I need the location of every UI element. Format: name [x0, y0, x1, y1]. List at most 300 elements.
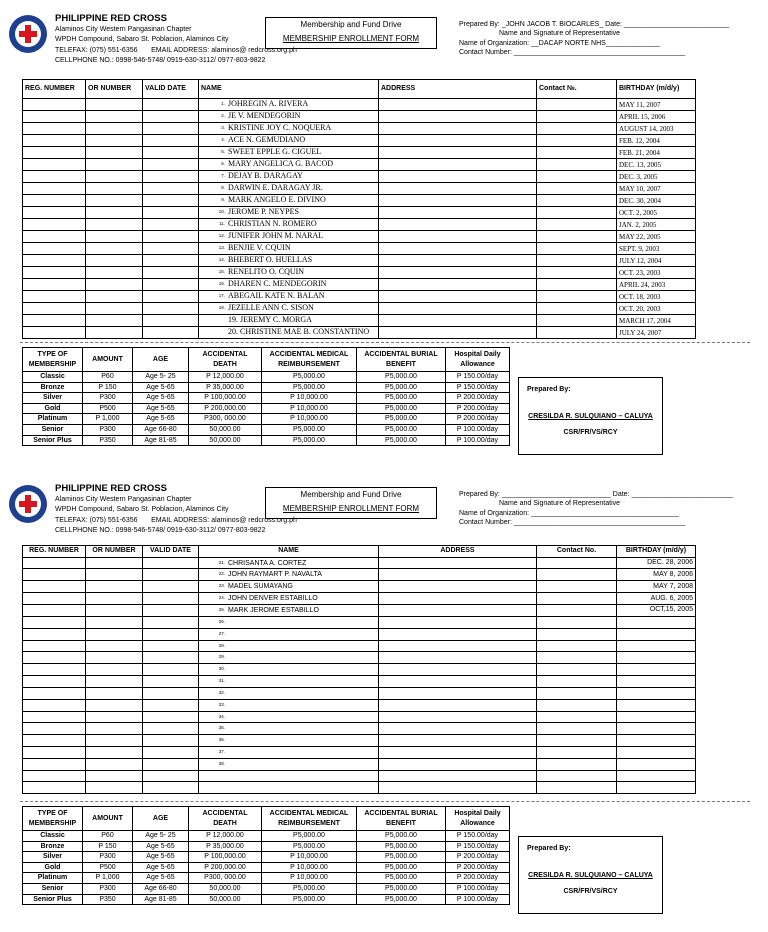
valid-date-cell[interactable] [143, 569, 199, 581]
birthday-cell[interactable]: MAY 10, 2007 [617, 183, 696, 195]
address-cell[interactable] [379, 747, 537, 759]
or-number-cell[interactable] [86, 664, 143, 676]
valid-date-cell[interactable] [143, 581, 199, 593]
contact-cell[interactable] [537, 758, 617, 770]
name-cell[interactable] [199, 581, 379, 593]
valid-date-cell[interactable] [143, 664, 199, 676]
contact-cell[interactable] [537, 735, 617, 747]
reg-number-cell[interactable] [23, 557, 86, 569]
address-cell[interactable] [379, 758, 537, 770]
valid-date-cell[interactable] [143, 147, 199, 159]
reg-number-cell[interactable] [23, 593, 86, 605]
member-name: KRISTINE JOY C. NOQUERA [228, 123, 332, 132]
address-cell[interactable] [379, 183, 537, 195]
contact-cell[interactable] [537, 676, 617, 688]
contact-cell[interactable] [537, 604, 617, 616]
name-cell[interactable] [199, 782, 379, 794]
birthday-cell[interactable]: AUG. 6, 2005 [617, 593, 696, 605]
name-cell[interactable] [199, 699, 379, 711]
name-cell[interactable] [199, 303, 379, 315]
contact-value[interactable]: ____________________________________________ [513, 49, 686, 57]
or-number-cell[interactable] [86, 581, 143, 593]
valid-date-cell[interactable] [143, 687, 199, 699]
birthday-cell[interactable]: OCT. 20, 2003 [617, 303, 696, 315]
or-number-cell[interactable] [86, 628, 143, 640]
or-number-cell[interactable] [86, 604, 143, 616]
valid-date-cell[interactable] [143, 616, 199, 628]
membership-value-cell: P5,000.00 [357, 372, 446, 383]
or-number-cell[interactable] [86, 699, 143, 711]
address-cell[interactable] [379, 687, 537, 699]
or-number-cell[interactable] [86, 616, 143, 628]
address-cell[interactable] [379, 147, 537, 159]
or-number-cell[interactable] [86, 111, 143, 123]
contact-cell[interactable] [537, 267, 617, 279]
reg-number-cell[interactable] [23, 664, 86, 676]
reg-number-cell[interactable] [23, 747, 86, 759]
valid-date-cell[interactable] [143, 135, 199, 147]
name-cell[interactable] [199, 111, 379, 123]
valid-date-cell[interactable] [143, 628, 199, 640]
valid-date-cell[interactable] [143, 652, 199, 664]
or-number-cell[interactable] [86, 327, 143, 339]
address-cell[interactable] [379, 628, 537, 640]
reg-number-cell[interactable] [23, 291, 86, 303]
or-number-cell[interactable] [86, 159, 143, 171]
or-number-cell[interactable] [86, 723, 143, 735]
valid-date-cell[interactable] [143, 782, 199, 794]
name-cell[interactable] [199, 652, 379, 664]
contact-cell[interactable] [537, 159, 617, 171]
contact-cell[interactable] [537, 723, 617, 735]
name-cell[interactable] [199, 99, 379, 111]
reg-number-cell[interactable] [23, 111, 86, 123]
birthday-cell[interactable] [617, 758, 696, 770]
birthday-cell[interactable]: OCT. 18, 2003 [617, 291, 696, 303]
reg-number-cell[interactable] [23, 604, 86, 616]
or-number-cell[interactable] [86, 279, 143, 291]
birthday-cell[interactable]: DEC. 13, 2005 [617, 159, 696, 171]
or-number-cell[interactable] [86, 569, 143, 581]
name-cell[interactable] [199, 279, 379, 291]
valid-date-cell[interactable] [143, 183, 199, 195]
birthday-cell[interactable]: DEC. 30, 2004 [617, 195, 696, 207]
or-number-cell[interactable] [86, 593, 143, 605]
birthday-cell[interactable] [617, 616, 696, 628]
contact-cell[interactable] [537, 243, 617, 255]
name-cell[interactable] [199, 593, 379, 605]
address-cell[interactable] [379, 699, 537, 711]
address-cell[interactable] [379, 159, 537, 171]
valid-date-cell[interactable] [143, 640, 199, 652]
address-cell[interactable] [379, 243, 537, 255]
or-number-cell[interactable] [86, 147, 143, 159]
contact-cell[interactable] [537, 616, 617, 628]
contact-cell[interactable] [537, 557, 617, 569]
contact-cell[interactable] [537, 628, 617, 640]
or-number-cell[interactable] [86, 711, 143, 723]
contact-value[interactable]: ____________________________________________ [513, 519, 686, 527]
valid-date-cell[interactable] [143, 327, 199, 339]
or-number-cell[interactable] [86, 735, 143, 747]
birthday-cell[interactable]: MAY 7, 2008 [617, 581, 696, 593]
contact-cell[interactable] [537, 111, 617, 123]
valid-date-cell[interactable] [143, 279, 199, 291]
valid-date-cell[interactable] [143, 111, 199, 123]
contact-cell[interactable] [537, 699, 617, 711]
or-number-cell[interactable] [86, 315, 143, 327]
contact-cell[interactable] [537, 770, 617, 782]
or-number-cell[interactable] [86, 687, 143, 699]
or-number-cell[interactable] [86, 652, 143, 664]
name-cell[interactable] [199, 327, 379, 339]
address-cell[interactable] [379, 604, 537, 616]
name-cell[interactable] [199, 770, 379, 782]
birthday-cell[interactable] [617, 687, 696, 699]
birthday-cell[interactable]: OCT. 2, 2005 [617, 207, 696, 219]
reg-number-cell[interactable] [23, 303, 86, 315]
valid-date-cell[interactable] [143, 171, 199, 183]
or-number-cell[interactable] [86, 219, 143, 231]
address-cell[interactable] [379, 782, 537, 794]
contact-cell[interactable] [537, 147, 617, 159]
or-number-cell[interactable] [86, 640, 143, 652]
name-cell[interactable] [199, 291, 379, 303]
valid-date-cell[interactable] [143, 747, 199, 759]
name-cell[interactable] [199, 676, 379, 688]
valid-date-cell[interactable] [143, 123, 199, 135]
contact-cell[interactable] [537, 315, 617, 327]
valid-date-cell[interactable] [143, 699, 199, 711]
name-cell[interactable] [199, 557, 379, 569]
or-number-cell[interactable] [86, 183, 143, 195]
address-cell[interactable] [379, 171, 537, 183]
contact-cell[interactable] [537, 782, 617, 794]
organization-value[interactable]: __DACAP NORTE NHS______________ [531, 39, 661, 47]
birthday-cell[interactable]: APRIL 15, 2006 [617, 111, 696, 123]
valid-date-cell[interactable] [143, 735, 199, 747]
contact-cell[interactable] [537, 711, 617, 723]
birthday-cell[interactable]: APRIL 24, 2003 [617, 279, 696, 291]
prepared-by-value[interactable]: _JOHN JACOB T. BIOCARLES_ [501, 21, 604, 28]
contact-cell[interactable] [537, 687, 617, 699]
name-cell[interactable] [199, 758, 379, 770]
valid-date-cell[interactable] [143, 593, 199, 605]
address-cell[interactable] [379, 735, 537, 747]
name-cell[interactable] [199, 315, 379, 327]
or-number-cell[interactable] [86, 99, 143, 111]
contact-cell[interactable] [537, 219, 617, 231]
reg-number-cell[interactable] [23, 782, 86, 794]
address-cell[interactable] [379, 593, 537, 605]
address-cell[interactable] [379, 723, 537, 735]
birthday-cell[interactable] [617, 747, 696, 759]
name-cell[interactable] [199, 123, 379, 135]
reg-number-cell[interactable] [23, 195, 86, 207]
name-cell[interactable] [199, 183, 379, 195]
valid-date-cell[interactable] [143, 557, 199, 569]
membership-value-cell: P 100.00/day [446, 435, 510, 446]
address-cell[interactable] [379, 111, 537, 123]
valid-date-cell[interactable] [143, 219, 199, 231]
birthday-cell[interactable] [617, 723, 696, 735]
contact-cell[interactable] [537, 183, 617, 195]
name-cell[interactable] [199, 640, 379, 652]
address-cell[interactable] [379, 664, 537, 676]
reg-number-cell[interactable] [23, 735, 86, 747]
address-cell[interactable] [379, 267, 537, 279]
birthday-cell[interactable]: FEB. 12, 2004 [617, 135, 696, 147]
contact-cell[interactable] [537, 171, 617, 183]
birthday-cell[interactable] [617, 676, 696, 688]
name-cell[interactable] [199, 604, 379, 616]
reg-number-cell[interactable] [23, 147, 86, 159]
address-cell[interactable] [379, 652, 537, 664]
reg-number-cell[interactable] [23, 628, 86, 640]
date-value[interactable]: ___________________________ [623, 21, 729, 28]
reg-number-cell[interactable] [23, 243, 86, 255]
reg-number-cell[interactable] [23, 581, 86, 593]
member-name: MARK ANGELO E. DIVINO [228, 195, 326, 204]
address-cell[interactable] [379, 207, 537, 219]
valid-date-cell[interactable] [143, 207, 199, 219]
reg-number-cell[interactable] [23, 219, 86, 231]
address-cell[interactable] [379, 219, 537, 231]
birthday-cell[interactable] [617, 711, 696, 723]
address-cell[interactable] [379, 279, 537, 291]
birthday-cell[interactable] [617, 640, 696, 652]
valid-date-cell[interactable] [143, 315, 199, 327]
birthday-cell[interactable]: DEC. 28, 2006 [617, 557, 696, 569]
address-cell[interactable] [379, 581, 537, 593]
birthday-cell[interactable]: OCT,15, 2005 [617, 604, 696, 616]
or-number-cell[interactable] [86, 123, 143, 135]
reg-number-cell[interactable] [23, 640, 86, 652]
contact-cell[interactable] [537, 195, 617, 207]
organization-value[interactable]: ______________________________________ [531, 509, 679, 517]
valid-date-cell[interactable] [143, 255, 199, 267]
contact-cell[interactable] [537, 640, 617, 652]
or-number-cell[interactable] [86, 171, 143, 183]
contact-cell[interactable] [537, 207, 617, 219]
birthday-cell[interactable]: JAN. 2, 2005 [617, 219, 696, 231]
or-number-cell[interactable] [86, 758, 143, 770]
or-number-cell[interactable] [86, 676, 143, 688]
reg-number-cell[interactable] [23, 676, 86, 688]
address-cell[interactable] [379, 255, 537, 267]
prepared-by-value[interactable]: ____________________________ [501, 491, 611, 498]
name-cell[interactable] [199, 687, 379, 699]
reg-number-cell[interactable] [23, 687, 86, 699]
name-cell[interactable] [199, 616, 379, 628]
contact-cell[interactable] [537, 569, 617, 581]
contact-cell[interactable] [537, 99, 617, 111]
or-number-cell[interactable] [86, 770, 143, 782]
birthday-cell[interactable]: FEB. 21, 2004 [617, 147, 696, 159]
valid-date-cell[interactable] [143, 231, 199, 243]
row-number: 24. [218, 595, 225, 601]
address-cell[interactable] [379, 315, 537, 327]
or-number-cell[interactable] [86, 195, 143, 207]
address-cell[interactable] [379, 640, 537, 652]
name-cell[interactable] [199, 159, 379, 171]
birthday-cell[interactable]: OCT. 23, 2003 [617, 267, 696, 279]
name-cell[interactable] [199, 171, 379, 183]
name-cell[interactable] [199, 747, 379, 759]
birthday-cell[interactable] [617, 782, 696, 794]
reg-number-cell[interactable] [23, 758, 86, 770]
contact-cell[interactable] [537, 581, 617, 593]
contact-cell[interactable] [537, 327, 617, 339]
membership-value-cell: P5,000.00 [357, 435, 446, 446]
birthday-cell[interactable]: MAY 11, 2007 [617, 99, 696, 111]
table-row [23, 243, 696, 255]
valid-date-cell[interactable] [143, 770, 199, 782]
valid-date-cell[interactable] [143, 758, 199, 770]
reg-number-cell[interactable] [23, 723, 86, 735]
col-reg-number: REG. NUMBER [23, 546, 86, 558]
address-cell[interactable] [379, 327, 537, 339]
address-cell[interactable] [379, 557, 537, 569]
address-cell[interactable] [379, 616, 537, 628]
or-number-cell[interactable] [86, 291, 143, 303]
member-name: MADEL SUMAYANG [228, 583, 293, 591]
contact-cell[interactable] [537, 135, 617, 147]
name-cell[interactable] [199, 147, 379, 159]
reg-number-cell[interactable] [23, 652, 86, 664]
name-cell[interactable] [199, 267, 379, 279]
address-cell[interactable] [379, 770, 537, 782]
contact-cell[interactable] [537, 231, 617, 243]
or-number-cell[interactable] [86, 207, 143, 219]
address-cell[interactable] [379, 99, 537, 111]
or-number-cell[interactable] [86, 303, 143, 315]
or-number-cell[interactable] [86, 782, 143, 794]
reg-number-cell[interactable] [23, 699, 86, 711]
valid-date-cell[interactable] [143, 159, 199, 171]
address-cell[interactable] [379, 291, 537, 303]
or-number-cell[interactable] [86, 255, 143, 267]
address-cell[interactable] [379, 569, 537, 581]
row-number: 17. [218, 293, 225, 299]
reg-number-cell[interactable] [23, 327, 86, 339]
address-cell[interactable] [379, 195, 537, 207]
birthday-cell[interactable]: JULY 12, 2004 [617, 255, 696, 267]
valid-date-cell[interactable] [143, 267, 199, 279]
name-cell[interactable] [199, 735, 379, 747]
contact-cell[interactable] [537, 279, 617, 291]
address-cell[interactable] [379, 676, 537, 688]
reg-number-cell[interactable] [23, 267, 86, 279]
valid-date-cell[interactable] [143, 604, 199, 616]
name-cell[interactable] [199, 219, 379, 231]
valid-date-cell[interactable] [143, 723, 199, 735]
birthday-cell[interactable]: MAY 22, 2005 [617, 231, 696, 243]
birthday-cell[interactable] [617, 664, 696, 676]
address-cell[interactable] [379, 231, 537, 243]
valid-date-cell[interactable] [143, 676, 199, 688]
contact-cell[interactable] [537, 123, 617, 135]
valid-date-cell[interactable] [143, 291, 199, 303]
or-number-cell[interactable] [86, 747, 143, 759]
birthday-cell[interactable] [617, 770, 696, 782]
reg-number-cell[interactable] [23, 123, 86, 135]
reg-number-cell[interactable] [23, 770, 86, 782]
name-cell[interactable] [199, 723, 379, 735]
name-cell[interactable] [199, 628, 379, 640]
name-cell[interactable] [199, 569, 379, 581]
valid-date-cell[interactable] [143, 243, 199, 255]
contact-cell[interactable] [537, 291, 617, 303]
reg-number-cell[interactable] [23, 711, 86, 723]
valid-date-cell[interactable] [143, 195, 199, 207]
reg-number-cell[interactable] [23, 207, 86, 219]
reg-number-cell[interactable] [23, 159, 86, 171]
reg-number-cell[interactable] [23, 255, 86, 267]
or-number-cell[interactable] [86, 231, 143, 243]
or-number-cell[interactable] [86, 557, 143, 569]
address-cell[interactable] [379, 123, 537, 135]
contact-cell[interactable] [537, 747, 617, 759]
or-number-cell[interactable] [86, 243, 143, 255]
or-number-cell[interactable] [86, 267, 143, 279]
or-number-cell[interactable] [86, 135, 143, 147]
name-cell[interactable] [199, 207, 379, 219]
reg-number-cell[interactable] [23, 171, 86, 183]
birthday-cell[interactable]: AUGUST 14, 2003 [617, 123, 696, 135]
reg-number-cell[interactable] [23, 135, 86, 147]
birthday-cell[interactable]: MARCH 17, 2004 [617, 315, 696, 327]
birthday-cell[interactable]: MAY 8, 2006 [617, 569, 696, 581]
contact-cell[interactable] [537, 593, 617, 605]
name-cell[interactable] [199, 711, 379, 723]
membership-value-cell: P5,000.00 [262, 831, 357, 842]
valid-date-cell[interactable] [143, 711, 199, 723]
birthday-cell[interactable]: JULY 24, 2007 [617, 327, 696, 339]
birthday-cell[interactable] [617, 652, 696, 664]
address-cell[interactable] [379, 135, 537, 147]
date-value[interactable]: __________________________ [631, 491, 733, 498]
reg-number-cell[interactable] [23, 616, 86, 628]
birthday-cell[interactable] [617, 735, 696, 747]
name-cell[interactable] [199, 135, 379, 147]
valid-date-cell[interactable] [143, 99, 199, 111]
name-cell[interactable] [199, 255, 379, 267]
contact-cell[interactable] [537, 652, 617, 664]
reg-number-cell[interactable] [23, 99, 86, 111]
contact-cell[interactable] [537, 255, 617, 267]
reg-number-cell[interactable] [23, 279, 86, 291]
valid-date-cell[interactable] [143, 303, 199, 315]
reg-number-cell[interactable] [23, 569, 86, 581]
birthday-cell[interactable]: DEC. 3, 2005 [617, 171, 696, 183]
reg-number-cell[interactable] [23, 231, 86, 243]
name-cell[interactable] [199, 664, 379, 676]
name-cell[interactable] [199, 243, 379, 255]
contact-cell[interactable] [537, 664, 617, 676]
address-cell[interactable] [379, 303, 537, 315]
name-cell[interactable] [199, 231, 379, 243]
address-cell[interactable] [379, 711, 537, 723]
contact-cell[interactable] [537, 303, 617, 315]
birthday-cell[interactable]: SEPT. 9, 2003 [617, 243, 696, 255]
name-cell[interactable] [199, 195, 379, 207]
birthday-cell[interactable] [617, 699, 696, 711]
table-row [23, 664, 696, 676]
birthday-cell[interactable] [617, 628, 696, 640]
reg-number-cell[interactable] [23, 183, 86, 195]
reg-number-cell[interactable] [23, 315, 86, 327]
